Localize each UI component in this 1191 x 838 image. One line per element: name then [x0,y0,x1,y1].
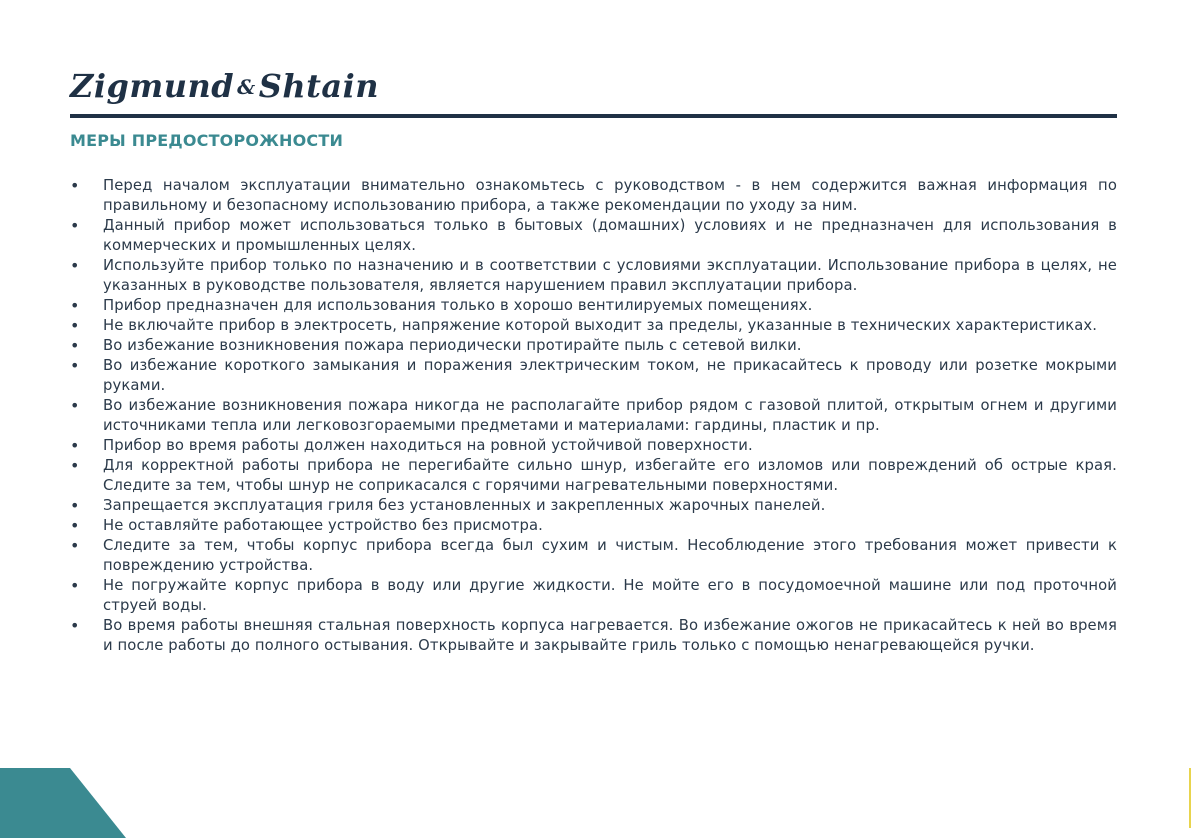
bullet-icon: • [70,336,80,355]
precaution-item [0,576,1117,616]
bullet-icon: • [70,456,80,475]
precaution-text: Данный прибор может использоваться только в бытовых (домашних) условиях и не предназначен для использования в коммерческих и промышленных целях. [103,217,1117,254]
precaution-item [0,496,1117,516]
precaution-text: Следите за тем, чтобы корпус прибора всегда был сухим и чистым. Несоблюдение этого требования может привести к повреждению устройства. [103,537,1117,574]
precaution-item [0,296,1117,316]
precaution-text: Во избежание короткого замыкания и поражения электрическим током, не прикасайтесь к проводу или розетке мокрыми руками. [103,357,1117,394]
bullet-icon: • [70,256,80,275]
bullet-icon: • [70,396,80,415]
brand-logo-second: Shtain [258,67,380,105]
bullet-icon: • [70,576,80,595]
precaution-item [0,356,1117,396]
precaution-item [0,336,1117,356]
precaution-text: Во время работы внешняя стальная поверхность корпуса нагревается. Во избежание ожогов не прикасайтесь к ней во время и после работы до полного остывания. Открывайте и закрывайте гриль только с помощью ненагревающейся ручки. [103,617,1117,654]
bullet-icon: • [70,616,80,635]
bullet-icon: • [70,316,80,335]
precaution-text: Прибор во время работы должен находиться на ровной устойчивой поверхности. [103,437,753,454]
bullet-icon: • [70,356,80,375]
brand-logo-ampersand: & [237,75,256,99]
precaution-text: Не погружайте корпус прибора в воду или другие жидкости. Не мойте его в посудомоечной машине или под проточной струей воды. [103,577,1117,614]
precaution-item [0,176,1117,216]
bullet-icon: • [70,216,80,235]
precaution-text: Используйте прибор только по назначению и в соответствии с условиями эксплуатации. Использование прибора в целях, не указанных в руководстве пользователя, является нарушением правил эксплуатации прибора. [103,257,1117,294]
precaution-item [0,316,1117,336]
page-title: МЕРЫ ПРЕДОСТОРОЖНОСТИ [70,131,344,150]
teal-corner-decoration [0,768,126,838]
precaution-item [0,516,1117,536]
precautions-list [0,176,1117,656]
bullet-icon: • [70,496,80,515]
precaution-text: Не оставляйте работающее устройство без присмотра. [103,517,543,534]
bullet-icon: • [70,516,80,535]
precaution-item [0,216,1117,256]
precaution-item [0,616,1117,656]
precaution-text: Прибор предназначен для использования только в хорошо вентилируемых помещениях. [103,297,813,314]
header-divider [70,114,1117,118]
brand-logo [70,66,379,107]
brand-logo-first: Zigmund [70,67,235,105]
precaution-item [0,436,1117,456]
bullet-icon: • [70,436,80,455]
precaution-text: Перед началом эксплуатации внимательно ознакомьтесь с руководством - в нем содержится важная информация по правильному и безопасному использованию прибора, а также рекомендации по уходу за ним. [103,177,1117,214]
precaution-text: Запрещается эксплуатация гриля без установленных и закрепленных жарочных панелей. [103,497,826,514]
precaution-text: Во избежание возникновения пожара периодически протирайте пыль с сетевой вилки. [103,337,802,354]
precaution-text: Для корректной работы прибора не перегибайте сильно шнур, избегайте его изломов или повреждений об острые края. Следите за тем, чтобы шнур не соприкасался с горячими нагревательными поверхностями. [103,457,1117,494]
precaution-item [0,536,1117,576]
precaution-item [0,396,1117,436]
precaution-text: Во избежание возникновения пожара никогда не располагайте прибор рядом с газовой плитой, открытым огнем и другими источниками тепла или легковозгораемыми предметами и материалами: гардины, пластик и пр. [103,397,1117,434]
bullet-icon: • [70,536,80,555]
precaution-item [0,256,1117,296]
precaution-item [0,456,1117,496]
bullet-icon: • [70,296,80,315]
precaution-text: Не включайте прибор в электросеть, напряжение которой выходит за пределы, указанные в технических характеристиках. [103,317,1098,334]
bullet-icon: • [70,176,80,195]
